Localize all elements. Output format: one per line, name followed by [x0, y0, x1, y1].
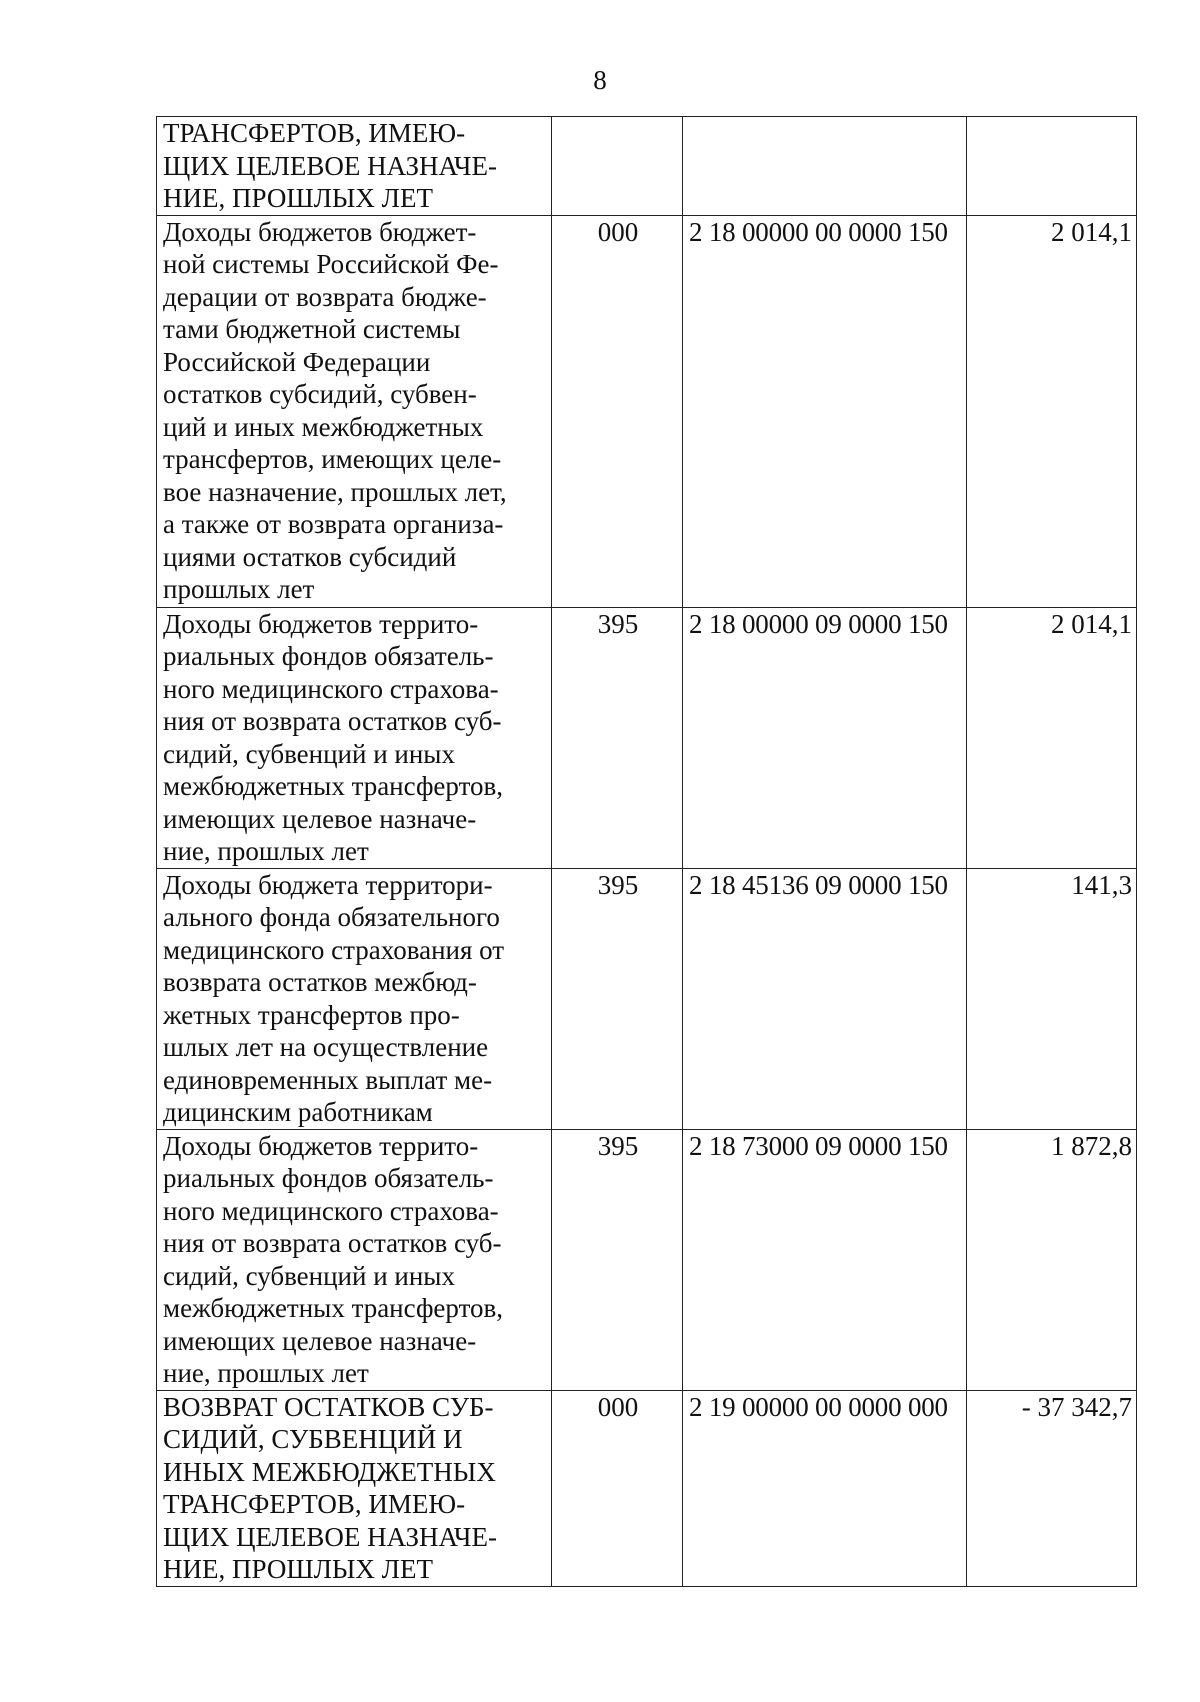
page-number: 8: [593, 65, 607, 95]
row-budget-code: 2 18 00000 09 0000 150: [683, 607, 967, 868]
row-description: Доходы бюджетов террито- риальных фондов обязатель- ного медицинского страхова- ния от возврата остатков суб- сидий, субвенций и иных межбюджетных трансфертов, имеющих целевое назначе- ние, прошлых лет: [157, 1129, 552, 1390]
row-budget-code: 2 18 73000 09 0000 150: [683, 1129, 967, 1390]
row-description: ТРАНСФЕРТОВ, ИМЕЮ- ЩИХ ЦЕЛЕВОЕ НАЗНАЧЕ- НИЕ, ПРОШЛЫХ ЛЕТ: [157, 117, 552, 216]
table-row: [157, 1129, 1137, 1390]
row-description: Доходы бюджета территори- ального фонда обязательного медицинского страхования от возврата остатков межбюд- жетных трансфертов про- шлых лет на осуществление единовременных выплат ме- дицинским работникам: [157, 868, 552, 1129]
row-budget-code: 2 19 00000 00 0000 000: [683, 1390, 967, 1586]
table-row: [157, 117, 1137, 216]
row-admin-code: 000: [552, 215, 683, 607]
row-description: Доходы бюджетов бюджет- ной системы Российской Фе- дерации от возврата бюдже- тами бюджетной системы Российской Федерации остатков субсидий, субвен- ций и иных межбюджетных трансфертов, имеющих целе- вое назначение, прошлых лет, а также от возврата организа- циями остатков субсидий прошлых лет: [157, 215, 552, 607]
row-budget-code: 2 18 45136 09 0000 150: [683, 868, 967, 1129]
budget-revenue-table: [156, 116, 1137, 1587]
row-admin-code: 000: [552, 1390, 683, 1586]
row-amount: 141,3: [967, 868, 1137, 1129]
row-amount: [967, 117, 1137, 216]
row-amount: - 37 342,7: [967, 1390, 1137, 1586]
row-description: Доходы бюджетов террито- риальных фондов обязатель- ного медицинского страхова- ния от возврата остатков суб- сидий, субвенций и иных межбюджетных трансфертов, имеющих целевое назначе- ние, прошлых лет: [157, 607, 552, 868]
table-row: [157, 868, 1137, 1129]
row-admin-code: 395: [552, 1129, 683, 1390]
table-row: [157, 215, 1137, 607]
row-budget-code: 2 18 00000 00 0000 150: [683, 215, 967, 607]
row-amount: 1 872,8: [967, 1129, 1137, 1390]
table-row: [157, 1390, 1137, 1586]
row-amount: 2 014,1: [967, 215, 1137, 607]
row-admin-code: [552, 117, 683, 216]
row-admin-code: 395: [552, 868, 683, 1129]
row-admin-code: 395: [552, 607, 683, 868]
row-budget-code: [683, 117, 967, 216]
row-amount: 2 014,1: [967, 607, 1137, 868]
table-row: [157, 607, 1137, 868]
row-description: ВОЗВРАТ ОСТАТКОВ СУБ- СИДИЙ, СУБВЕНЦИЙ И ИНЫХ МЕЖБЮДЖЕТНЫХ ТРАНСФЕРТОВ, ИМЕЮ- ЩИХ ЦЕЛЕВОЕ НАЗНАЧЕ- НИЕ, ПРОШЛЫХ ЛЕТ: [157, 1390, 552, 1586]
